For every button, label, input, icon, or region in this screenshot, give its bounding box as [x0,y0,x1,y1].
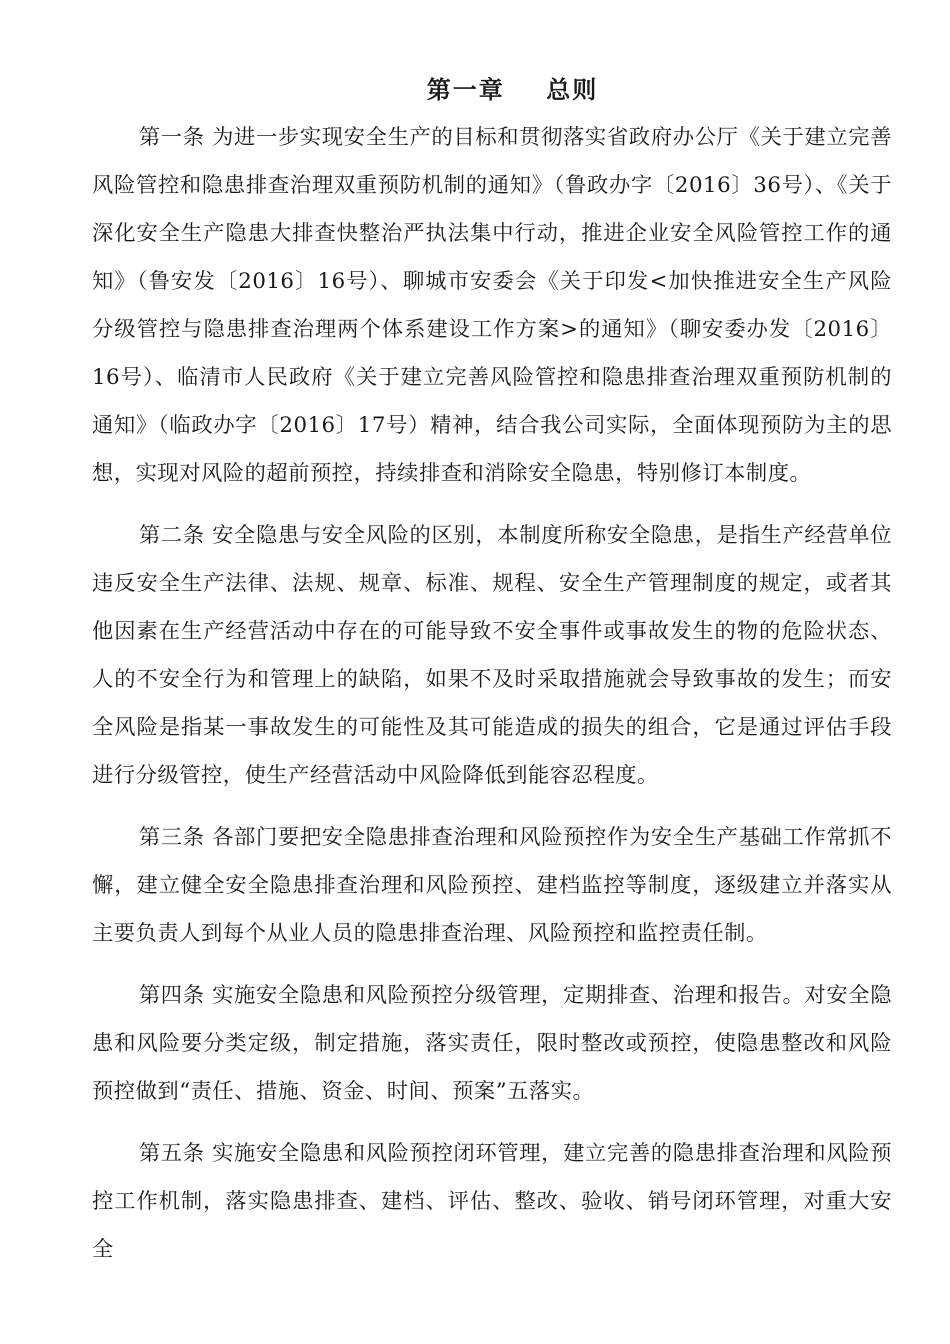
article-1-paragraph: 第一条 为进一步实现安全生产的目标和贯彻落实省政府办公厅《关于建立完善风险管控和隐患排查治理双重预防机制的通知》（鲁政办字〔2016〕36号）、《关于深化安全生产隐患大排查快整治严执法集中行动，推进企业安全风险管控工作的通知》（鲁安发〔2016〕16号）、聊城市安委会《关于印发<加快推进安全生产风险分级管控与隐患排查治理两个体系建设工作方案>的通知》（聊安委办发〔2016〕16号）、临清市人民政府《关于建立完善风险管控和隐患排查治理双重预防机制的通知》（临政办字〔2016〕17号）精神，结合我公司实际，全面体现预防为主的思想，实现对风险的超前预控，持续排查和消除安全隐患，特别修订本制度。 [92,125,892,486]
article-3-paragraph: 第三条 各部门要把安全隐患排查治理和风险预控作为安全生产基础工作常抓不懈，建立健全安全隐患排查治理和风险预控、建档监控等制度，逐级建立并落实从主要负责人到每个从业人员的隐患排查治理、风险预控和监控责任制。 [92,825,892,946]
article-5-paragraph: 第五条 实施安全隐患和风险预控闭环管理，建立完善的隐患排查治理和风险预控工作机制，落实隐患排查、建档、评估、整改、验收、销号闭环管理，对重大安全 [92,1141,892,1262]
article-2-paragraph: 第二条 安全隐患与安全风险的区别，本制度所称安全隐患，是指生产经营单位违反安全生产法律、法规、规章、标准、规程、安全生产管理制度的规定，或者其他因素在生产经营活动中存在的可能导致不安全事件或事故发生的物的危险状态、人的不安全行为和管理上的缺陷，如果不及时采取措施就会导致事故的发生；而安全风险是指某一事故发生的可能性及其可能造成的损失的组合，它是通过评估手段进行分级管控，使生产经营活动中风险降低到能容忍程度。 [92,523,892,788]
document-body [92,114,892,1288]
article-4-paragraph: 第四条 实施安全隐患和风险预控分级管理，定期排查、治理和报告。对安全隐患和风险要分类定级，制定措施，落实责任，限时整改或预控，使隐患整改和风险预控做到“责任、措施、资金、时间、预案”五落实。 [92,983,892,1104]
chapter-title: 第一章 总则 [426,75,599,104]
